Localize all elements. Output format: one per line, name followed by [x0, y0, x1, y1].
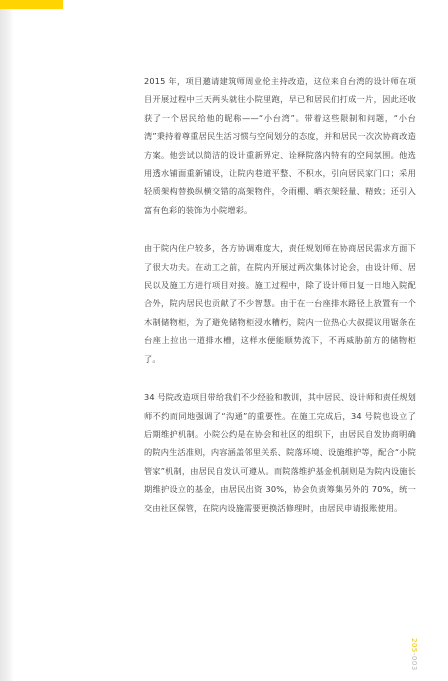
article-paragraph: 2015 年，项目邀请建筑师周业伦主持改造，这位来自台湾的设计师在项目开展过程中三天两头就往小院里跑，早已和居民们打成一片，因此还收获了一个居民给他的昵称——“小台湾”。带着这些限制和问题，“小台湾”秉持着尊重居民生活习惯与空间划分的态度，并和居民一次次协商改造方案。他尝试以简洁的设计重新界定、诠释院落内特有的空间氛围。他选用透水铺面重新铺设，让院内巷道平整、不积水，引向居民家门口；采用轻质架构替换纵横交错的高架物件，令雨棚、晒衣架轻量、精致；还引入富有色彩的装饰为小院增彩。 [144, 76, 416, 215]
page-number [410, 638, 418, 671]
article-body [144, 72, 416, 537]
page-gutter-shadow [0, 0, 14, 681]
article-paragraph: 34 号院改造项目带给我们不少经验和教训，其中居民、设计师和责任规划师不约而同地强调了“沟通”的重要性。在施工完成后，34 号院也设立了后期维护机制。小院公约是在协会和社区的组织下，由居民自发协商明确的院内生活准则，内容涵盖邻里关系、院落环境、设施维护等，配合“小院管家”机制，由居民自发认可遵从。而院落维护基金机制则是为院内设施长期维护设立的基金，由居民出资 30%，协会负责筹集另外的 70%，统一交由社区保管，在院内设施需要更换活修理时，由居民申请报账使用。 [144, 392, 416, 513]
issue-number: 205 [410, 638, 418, 653]
page-number-value: -003 [410, 652, 418, 671]
accent-bar [0, 0, 63, 9]
article-paragraph: 由于院内住户较多，各方协调难度大，责任规划师在协商居民需求方面下了很大功夫。在动工之前，在院内开展过两次集体讨论会，由设计师、居民以及施工方进行项目对接。施工过程中，除了设计师日复一日地入院配合外，院内居民也贡献了不少智慧。由于在一台座排水路径上放置有一个木制储物柜，为了避免储物柜浸水糟朽，院内一位热心大叔提议用锯条在台座上拉出一道排水槽，这样水便能顺势流下，不再威胁前方的储物柜了。 [144, 243, 416, 364]
